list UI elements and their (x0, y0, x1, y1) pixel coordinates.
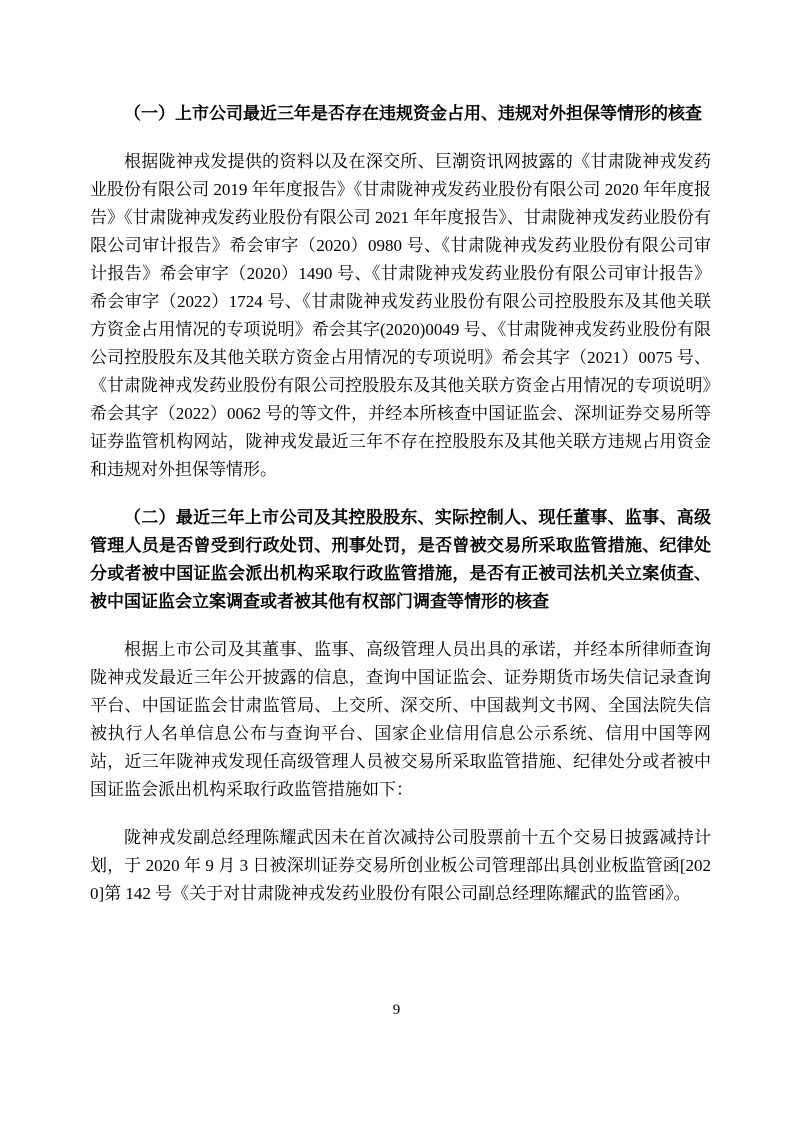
section-heading-fund-occupation-check: （一）上市公司最近三年是否存在违规资金占用、违规对外担保等情形的核查 (124, 104, 702, 123)
section-heading-penalties-check: （二）最近三年上市公司及其控股股东、实际控制人、现任董事、监事、高级管理人员是否曾受到行政处罚、刑事处罚，是否曾被交易所采取监管措施、纪律处分或者被中国证监会派出机构采取行政监管措施，是否有正被司法机关立案侦查、被中国证监会立案调查或者被其他有权部门调查等情形的核查 (90, 508, 711, 611)
paragraph-verification-sources: 根据上市公司及其董事、监事、高级管理人员出具的承诺，并经本所律师查询陇神戎发最近三年公开披露的信息，查询中国证监会、证券期货市场失信记录查询平台、中国证监会甘肃监管局、上交所、深交所、中国裁判文书网、全国法院失信被执行人名单信息公布与查询平台、国家企业信用信息公示系统、信用中国等网站，近三年陇神戎发现任高级管理人员被交易所采取监管措施、纪律处分或者被中国证监会派出机构采取行政监管措施如下： (90, 640, 711, 799)
paragraph-regulatory-letter: 陇神戎发副总经理陈耀武因未在首次减持公司股票前十五个交易日披露减持计划，于 2020 年 9 月 3 日被深圳证券交易所创业板公司管理部出具创业板监管函[2020]第 142 号《关于对甘肃陇神戎发药业股份有限公司副总经理陈耀武的监管函》。 (90, 828, 711, 903)
page-number: 9 (392, 1002, 401, 1018)
page-content (90, 100, 711, 928)
page-footer (0, 1000, 793, 1020)
paragraph-audit-reports-verification: 根据陇神戎发提供的资料以及在深交所、巨潮资讯网披露的《甘肃陇神戎发药业股份有限公司 2019 年年度报告》《甘肃陇神戎发药业股份有限公司 2020 年年度报告》《甘肃陇神戎发药业股份有限公司 2021 年年度报告》、甘肃陇神戎发药业股份有限公司审计报告》希会审字（2020）0980 号、《甘肃陇神戎发药业股份有限公司审计报告》希会审字（2020）1490 号、《甘肃陇神戎发药业股份有限公司审计报告》希会审字（2022）1724 号、《甘肃陇神戎发药业股份有限公司控股股东及其他关联方资金占用情况的专项说明》希会其字(2020)0049 号、《甘肃陇神戎发药业股份有限公司控股股东及其他关联方资金占用情况的专项说明》希会其字（2021）0075 号、《甘肃陇神戎发药业股份有限公司控股股东及其他关联方资金占用情况的专项说明》希会其字（2022）0062 号的等文件，并经本所核查中国证监会、深圳证券交易所等证券监管机构网站，陇神戎发最近三年不存在控股股东及其他关联方违规占用资金和违规对外担保等情形。 (90, 152, 711, 479)
